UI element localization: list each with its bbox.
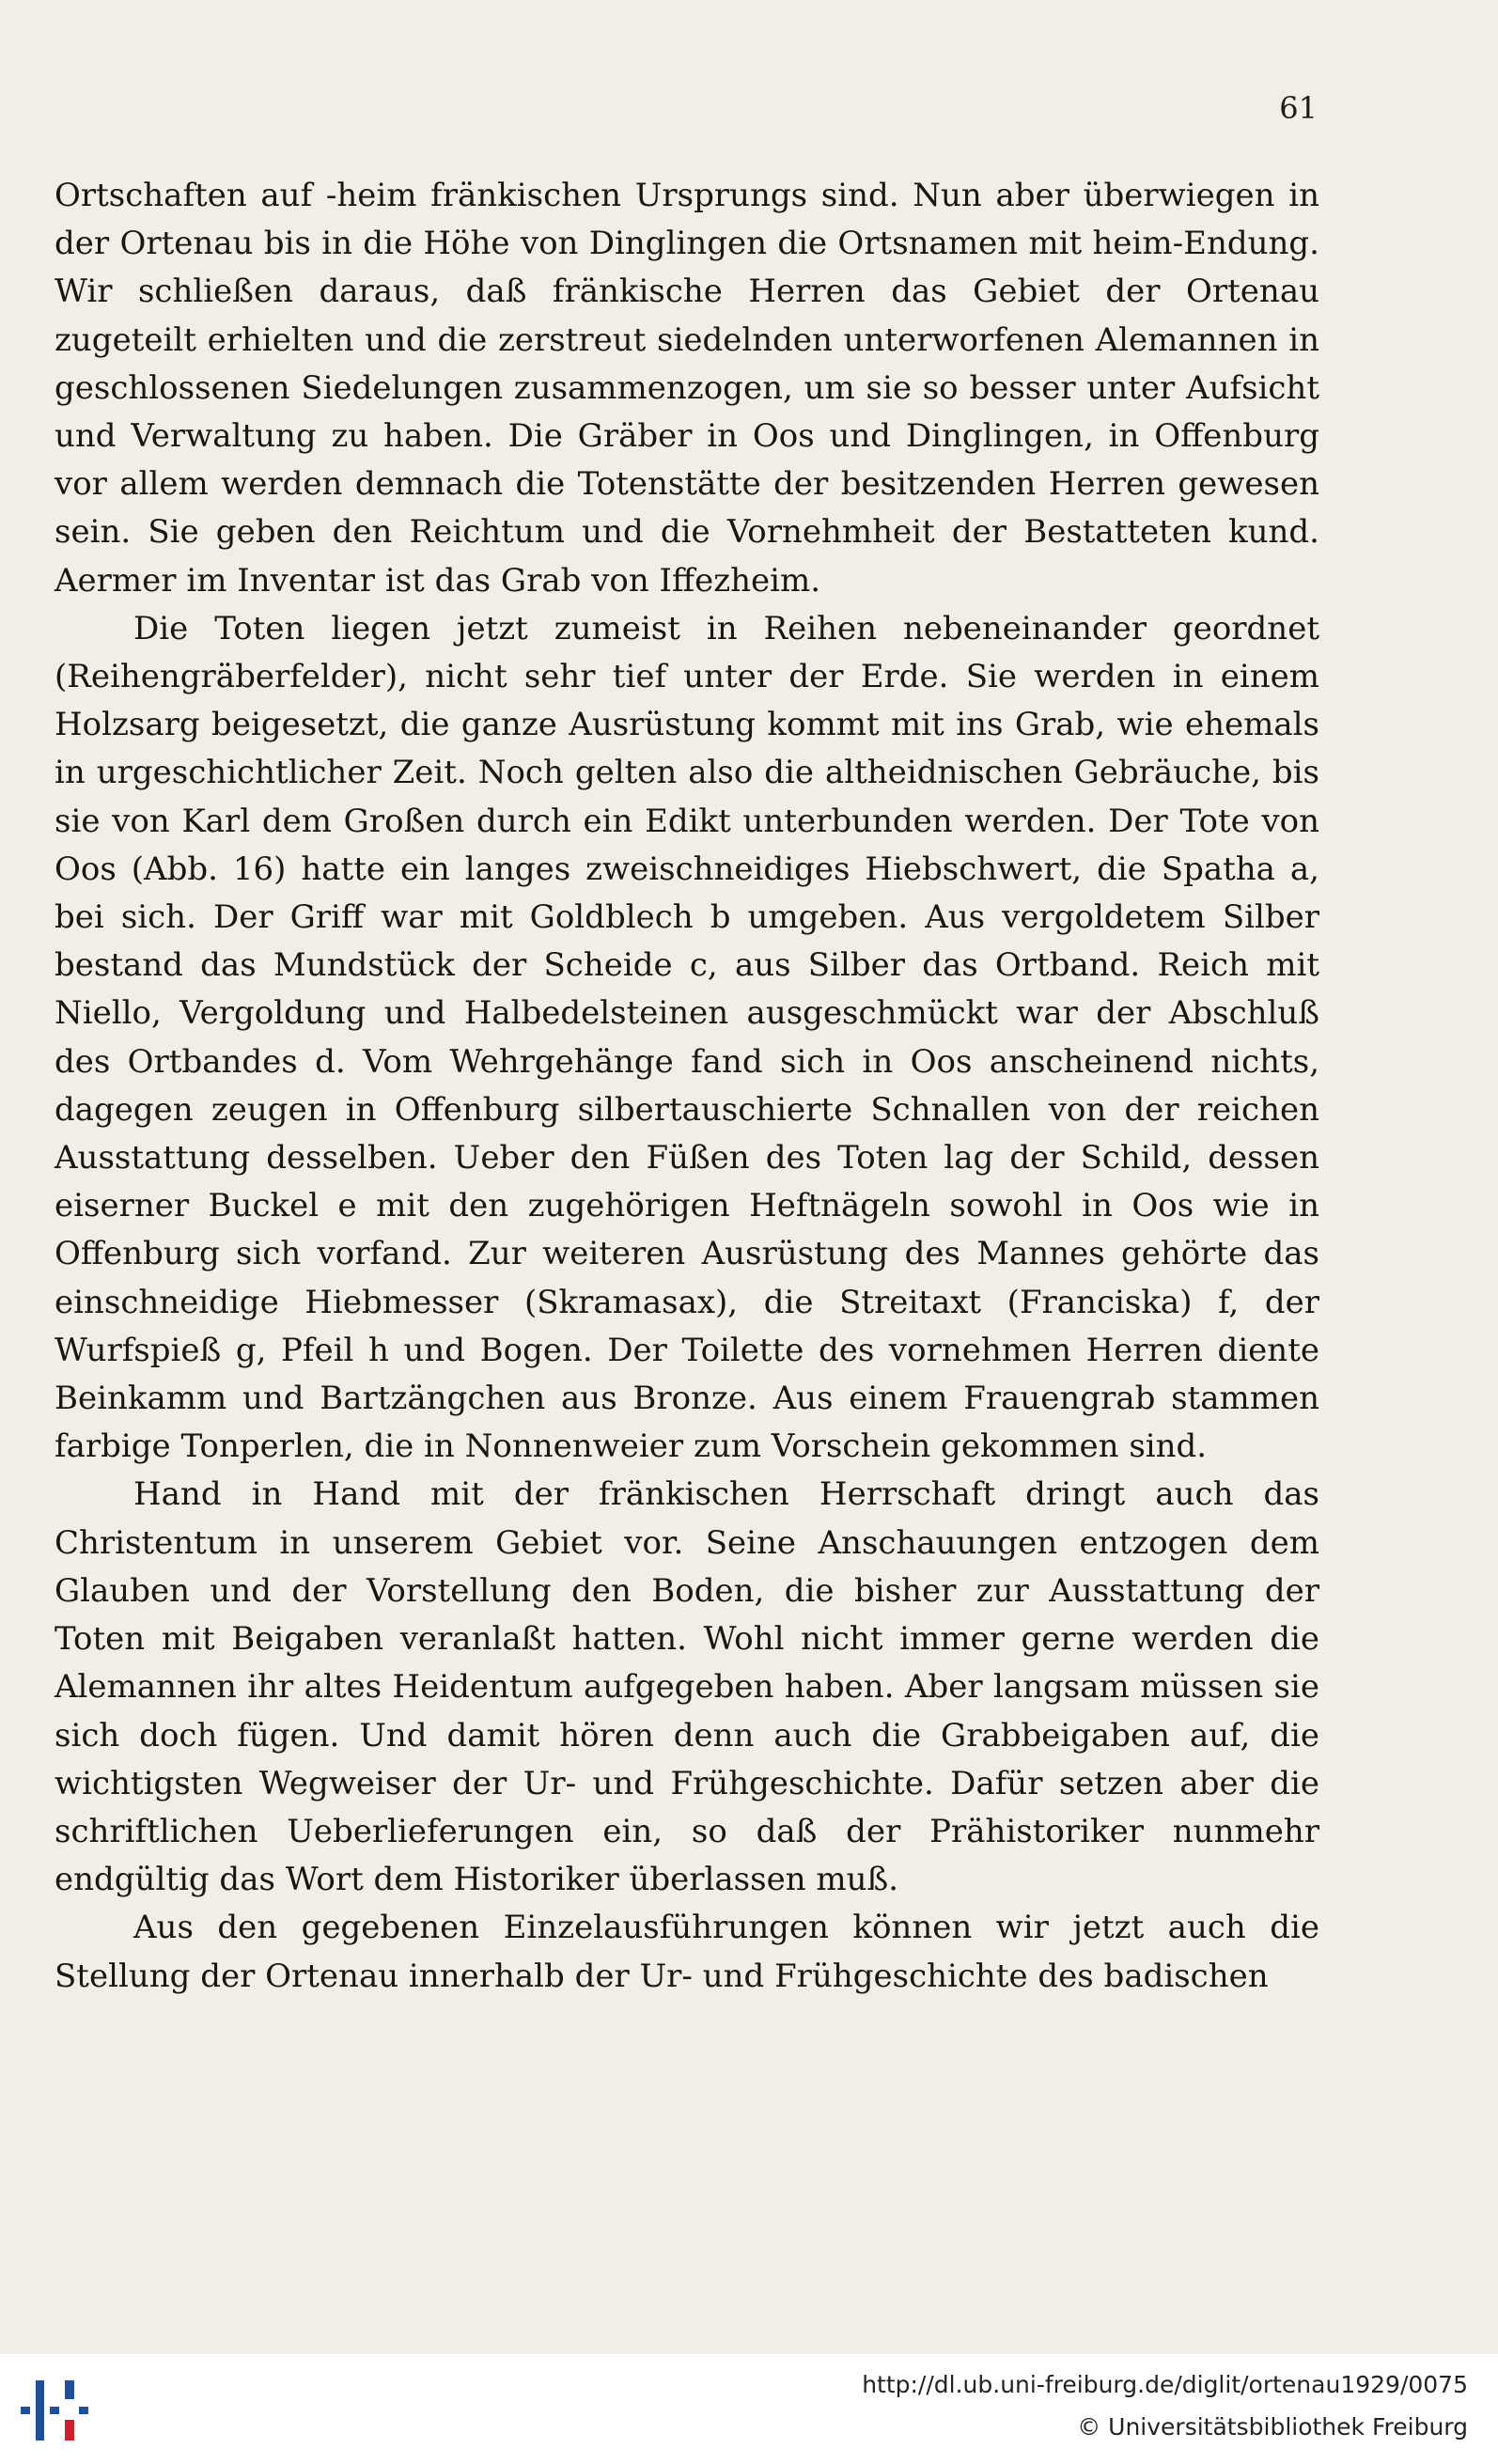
viewer-footer bbox=[0, 2354, 1498, 2464]
paragraph: Aus den gegebenen Einzelausführungen können wir jetzt auch die Stellung der Ortenau innerhalb der Ur- und Frühgeschichte des badischen bbox=[55, 1909, 1319, 1995]
permalink-url[interactable]: http://dl.ub.uni-freiburg.de/diglit/ortenau1929/0075 bbox=[862, 2371, 1468, 2398]
copyright-text: © Universitätsbibliothek Freiburg bbox=[1077, 2413, 1468, 2441]
ub-freiburg-logo-icon bbox=[17, 2373, 92, 2448]
body-text bbox=[55, 172, 1319, 2001]
page-number: 61 bbox=[1279, 90, 1318, 126]
paragraph: Hand in Hand mit der fränkischen Herrschaft dringt auch das Christentum in unserem Gebiet vor. Seine Anschauungen entzogen dem Glauben und der Vorstellung den Boden, die bisher zur Ausstattung der Toten mit Beigaben veranlaßt hatten. Wohl nicht immer gerne werden die Alemannen ihr altes Heidentum aufgegeben haben. Aber langsam müssen sie sich doch fügen. Und damit hören denn auch die Grabbeigaben auf, die wichtigsten Wegweiser der Ur- und Frühgeschichte. Dafür setzen aber die schriftlichen Ueberlieferungen ein, so daß der Prähistoriker nunmehr endgültig das Wort dem Historiker überlassen muß. bbox=[55, 1475, 1319, 1899]
paragraph: Ortschaften auf -heim fränkischen Ursprungs sind. Nun aber überwiegen in der Ortenau bis in die Höhe von Dinglingen die Ortsnamen mit heim-Endung. Wir schließen daraus, daß fränkische Herren das Gebiet der Ortenau zugeteilt erhielten und die zerstreut siedelnden unterworfenen Alemannen in geschlossenen Siedelungen zusammenzogen, um sie so besser unter Aufsicht und Verwaltung zu haben. Die Gräber in Oos und Dinglingen, in Offenburg vor allem werden demnach die Totenstätte der besitzenden Herren gewesen sein. Sie geben den Reichtum und die Vornehmheit der Bestatteten kund. Aermer im Inventar ist das Grab von Iffezheim. bbox=[55, 177, 1319, 600]
paragraph: Die Toten liegen jetzt zumeist in Reihen nebeneinander geordnet (Reihengräberfelder), nicht sehr tief unter der Erde. Sie werden in einem Holzsarg beigesetzt, die ganze Ausrüstung kommt mit ins Grab, wie ehemals in urgeschichtlicher Zeit. Noch gelten also die altheidnischen Gebräuche, bis sie von Karl dem Großen durch ein Edikt unterbunden werden. Der Tote von Oos (Abb. 16) hatte ein langes zweischneidiges Hiebschwert, die Spatha a, bei sich. Der Griff war mit Goldblech b umgeben. Aus vergoldetem Silber bestand das Mundstück der Scheide c, aus Silber das Ortband. Reich mit Niello, Vergoldung und Halbedelsteinen ausgeschmückt war der Abschluß des Ortbandes d. Vom Wehrgehänge fand sich in Oos anscheinend nichts, dagegen zeugen in Offenburg silbertauschierte Schnallen von der reichen Ausstattung desselben. Ueber den Füßen des Toten lag der Schild, dessen eiserner Buckel e mit den zugehörigen Heftnägeln sowohl in Oos wie in Offenburg sich vorfand. Zur weiteren Ausrüstung des Mannes gehörte das einschneidige Hiebmesser (Skramasax), die Streitaxt (Franciska) f, der Wurfspieß g, Pfeil h und Bogen. Der Toilette des vornehmen Herren diente Beinkamm und Bartzängchen aus Bronze. Aus einem Frauengrab stammen farbige Tonperlen, die in Nonnenweier zum Vorschein gekommen sind. bbox=[55, 609, 1319, 1466]
